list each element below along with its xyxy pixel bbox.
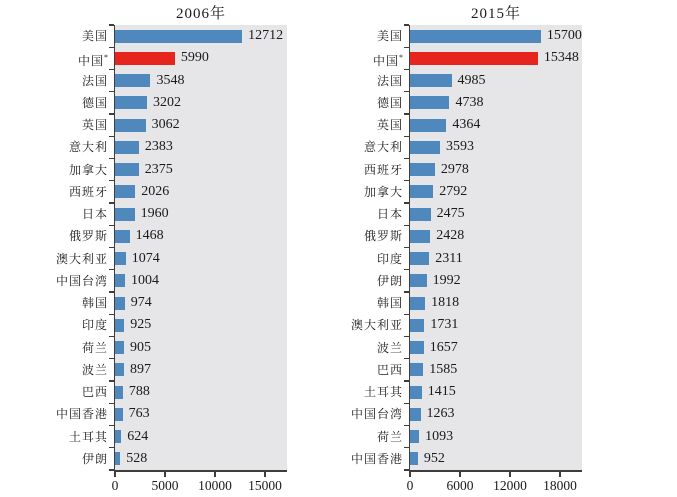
x-axis-tick [509, 472, 510, 477]
bar [410, 96, 449, 109]
y-axis-tick [404, 269, 409, 270]
category-label: 法国 [376, 73, 403, 88]
y-axis-tick [404, 380, 409, 381]
category-label: 意大利 [363, 140, 403, 155]
y-axis-tick [404, 180, 409, 181]
value-label: 2792 [439, 183, 468, 199]
value-label: 1731 [430, 317, 459, 333]
bar [410, 341, 424, 354]
value-label: 1415 [427, 384, 456, 399]
y-axis-tick [404, 91, 409, 92]
category-label: 德国 [81, 95, 108, 110]
x-axis-tick-label: 5000 [151, 478, 179, 493]
category-label: 中国香港 [55, 407, 108, 422]
category-label: 巴西 [376, 362, 403, 377]
category-label: 波兰 [81, 362, 108, 377]
x-axis-tick-label: 15000 [248, 478, 282, 493]
value-label: 2026 [141, 183, 170, 199]
value-label: 2375 [144, 161, 173, 177]
value-label: 788 [128, 384, 150, 399]
category-label: 加拿大 [68, 162, 108, 177]
bar [410, 408, 421, 421]
y-axis-tick [404, 158, 409, 159]
category-label: 印度 [376, 251, 403, 266]
category-label: 法国 [81, 73, 108, 88]
value-label: 974 [130, 295, 152, 310]
category-label: 荷兰 [81, 340, 108, 355]
value-label: 2428 [436, 228, 465, 244]
category-label: 伊朗 [376, 273, 403, 288]
category-label: 中国香港 [350, 451, 403, 466]
y-axis-tick [404, 136, 409, 137]
category-label: 德国 [376, 95, 403, 110]
value-label: 1468 [135, 228, 164, 244]
value-label: 1818 [431, 295, 460, 310]
bar [410, 230, 430, 243]
category-label: 印度 [81, 318, 108, 333]
value-label: 1657 [429, 339, 458, 355]
category-label: 加拿大 [363, 184, 403, 199]
value-label: 952 [423, 450, 445, 466]
value-label: 2978 [440, 161, 469, 177]
value-label: 5990 [180, 50, 209, 66]
category-label: 澳大利亚 [55, 251, 108, 266]
category-label: 日本 [81, 207, 108, 221]
x-axis-tick-label: 12000 [493, 478, 527, 493]
x-axis [409, 470, 583, 472]
value-label: 1585 [429, 361, 458, 377]
value-label: 1004 [131, 272, 160, 288]
footnote-marker: * [399, 53, 403, 63]
category-label: 西班牙 [68, 184, 108, 199]
category-label: 荷兰 [376, 429, 403, 444]
value-label: 905 [130, 339, 152, 355]
bar [410, 74, 452, 87]
bar [410, 274, 427, 287]
y-axis-tick [404, 358, 409, 359]
y-axis-tick [404, 225, 409, 226]
y-axis-tick [404, 291, 409, 292]
category-label: 美国 [81, 29, 108, 43]
y-axis [409, 25, 411, 472]
y-axis-tick [404, 113, 409, 114]
category-label: 波兰 [376, 340, 403, 355]
value-label: 4364 [452, 117, 481, 132]
value-label: 12712 [248, 28, 284, 43]
value-label: 15700 [546, 28, 582, 43]
value-label: 624 [127, 428, 149, 444]
category-label: 俄罗斯 [68, 229, 108, 244]
bar [410, 163, 435, 176]
y-axis-tick [404, 247, 409, 248]
value-label: 1992 [432, 272, 461, 288]
category-label: 英国 [81, 118, 108, 132]
y-axis-tick [404, 425, 409, 426]
value-label: 4985 [457, 72, 486, 88]
category-label: 巴西 [81, 385, 108, 399]
category-label: 日本 [376, 207, 403, 221]
x-axis-tick [559, 472, 560, 477]
category-label: 中国* [77, 53, 108, 69]
value-label: 1093 [425, 428, 454, 444]
footnote-marker: * [104, 53, 108, 63]
value-label: 528 [126, 450, 148, 466]
bar [410, 363, 423, 376]
category-label: 土耳其 [363, 385, 403, 399]
x-axis-tick-label: 10000 [198, 478, 232, 493]
category-label: 意大利 [68, 140, 108, 155]
bar [410, 30, 541, 43]
bar [410, 185, 433, 198]
category-label: 美国 [376, 29, 403, 43]
bar [410, 386, 422, 399]
x-axis-tick-label: 0 [111, 478, 119, 493]
bar [410, 252, 429, 265]
value-label: 3202 [153, 94, 182, 110]
y-axis-tick [404, 447, 409, 448]
value-label: 3548 [156, 72, 185, 88]
y-axis-tick [404, 336, 409, 337]
x-axis-tick [409, 472, 410, 477]
y-axis-tick [404, 314, 409, 315]
bar [410, 119, 446, 132]
category-label: 韩国 [81, 296, 108, 310]
value-label: 2475 [436, 206, 465, 221]
y-axis-tick [404, 47, 409, 48]
category-label: 英国 [376, 118, 403, 132]
chart-title-2015: 2015年 [470, 6, 521, 22]
bar [410, 430, 419, 443]
value-label: 2311 [435, 250, 463, 266]
x-axis-tick-label: 0 [406, 478, 414, 493]
y-axis-tick [404, 69, 409, 70]
y-axis-tick [404, 202, 409, 203]
bar [410, 208, 431, 221]
y-axis-tick [404, 24, 409, 25]
x-axis-tick [459, 472, 460, 477]
value-label: 1074 [131, 250, 160, 266]
category-label: 澳大利亚 [350, 318, 403, 333]
value-label: 925 [130, 317, 152, 333]
category-label: 伊朗 [81, 451, 108, 466]
category-label: 中国* [372, 53, 403, 69]
x-axis-tick-label: 6000 [446, 478, 474, 493]
bar-highlight [410, 52, 538, 65]
chart-title-2006: 2006年 [175, 6, 226, 22]
category-label: 韩国 [376, 296, 403, 310]
value-label: 1960 [140, 206, 169, 221]
value-label: 897 [129, 361, 151, 377]
category-label: 西班牙 [363, 162, 403, 177]
category-label: 土耳其 [68, 429, 108, 444]
value-label: 2383 [144, 139, 173, 155]
value-label: 763 [128, 406, 150, 422]
bar [410, 452, 418, 465]
value-label: 1263 [426, 406, 455, 422]
category-label: 中国台湾 [350, 407, 403, 422]
value-label: 3593 [445, 139, 474, 155]
x-axis-tick-label: 18000 [543, 478, 577, 493]
bar [410, 141, 440, 154]
category-label: 俄罗斯 [363, 229, 403, 244]
value-label: 4738 [455, 94, 484, 110]
category-label: 中国台湾 [55, 273, 108, 288]
value-label: 3062 [151, 117, 180, 132]
y-axis-tick [404, 403, 409, 404]
bar [410, 297, 425, 310]
bar [410, 319, 424, 332]
value-label: 15348 [543, 50, 579, 66]
